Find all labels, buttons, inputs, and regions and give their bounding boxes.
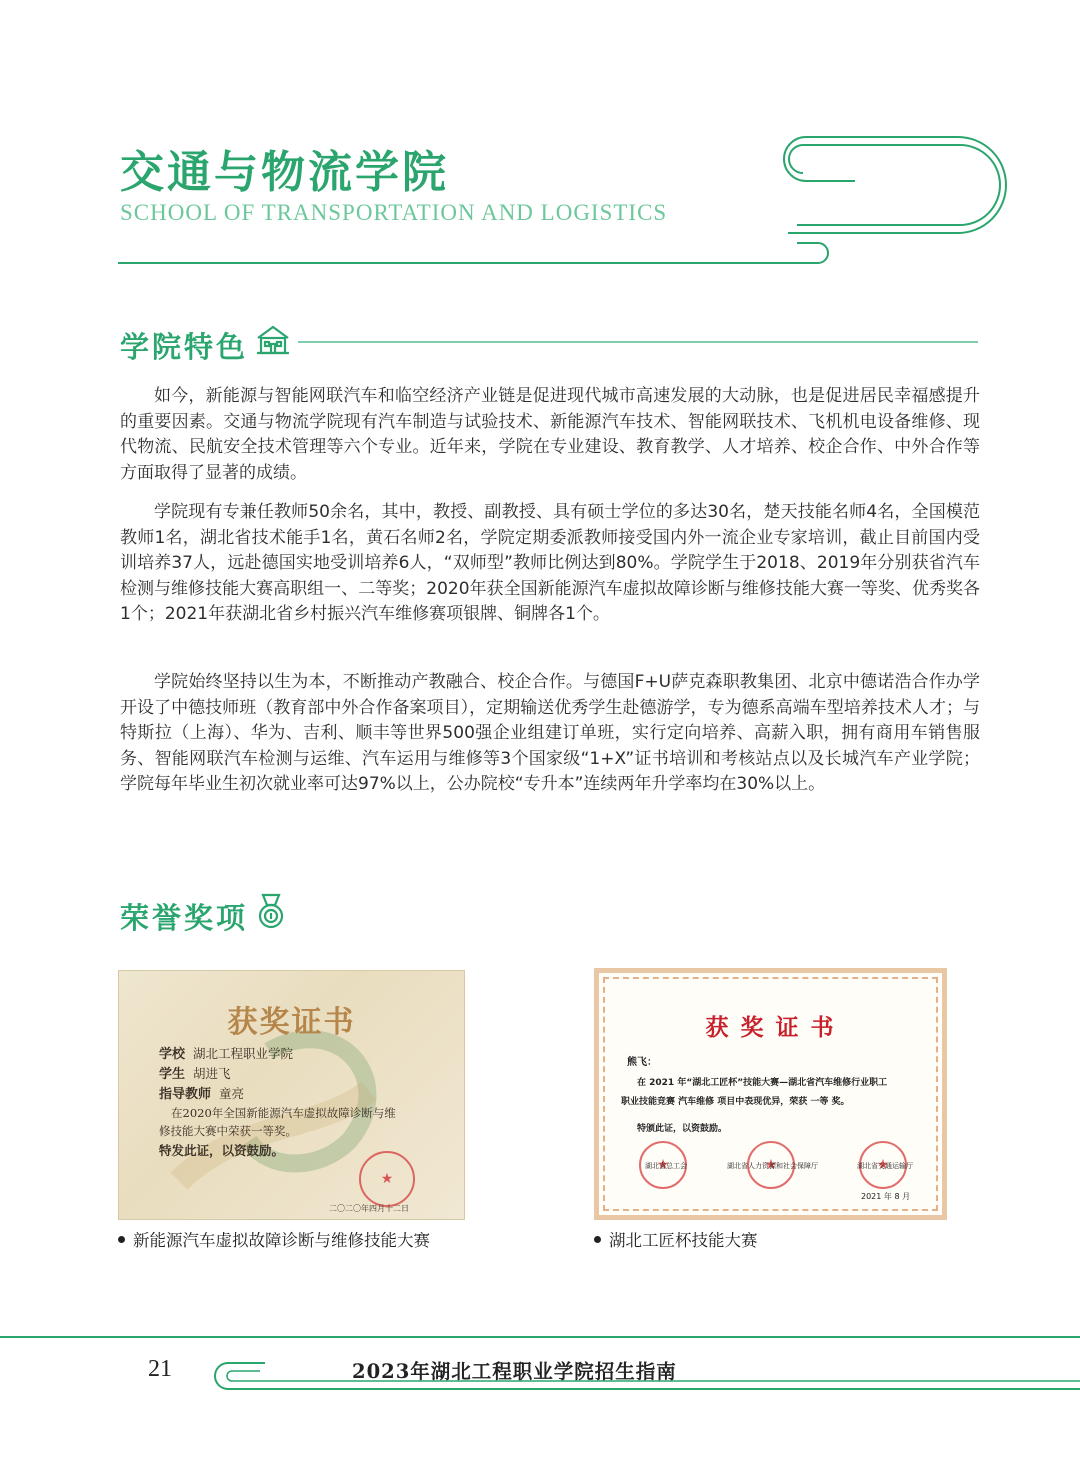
certificate-teacher-line: 指导教师 童亮 bbox=[159, 1086, 244, 1102]
certificate-body-line-2: 修技能大赛中荣获一等奖。 bbox=[159, 1124, 297, 1138]
certificate-image-2 bbox=[594, 968, 947, 1220]
seal-label-1: 湖北省总工会 bbox=[645, 1162, 687, 1170]
section-title-honors: 荣誉奖项 bbox=[120, 901, 249, 935]
certificate-body-line-2: 职业技能竞赛 汽车维修 项目中表现优异，荣获 一等 奖。 bbox=[621, 1097, 850, 1107]
paragraph-2: 学院现有专兼任教师50余名，其中，教授、副教授、具有硕士学位的多达30名，楚天技能名师4名，全国模范教师1名，湖北省技术能手1名，黄石名师2名，学院定期委派教师接受国内外一流企业专家培训，截止目前国内受训培养37人，远赴德国实地受训培养6人，“双师型”教师比例达到80%。学院学生于2018、2019年分别获省汽车检测与维修技能大赛高职组一、二等奖；2020年获全国新能源汽车虚拟故障诊断与维修技能大赛一等奖、优秀奖各1个；2021年获湖北省乡村振兴汽车维修赛项银牌、铜牌各1个。 bbox=[120, 502, 980, 625]
paragraph-1: 如今，新能源与智能网联汽车和临空经济产业链是促进现代城市高速发展的大动脉，也是促进居民幸福感提升的重要因素。交通与物流学院现有汽车制造与试验技术、新能源汽车技术、智能网联技术、飞机机电设备维修、现代物流、民航安全技术管理等六个专业。近年来，学院在专业建设、教育教学、人才培养、校企合作、中外合作等方面取得了显著的成绩。 bbox=[120, 386, 980, 483]
certificate-recipient: 熊飞： bbox=[627, 1057, 657, 1068]
certificate-closing: 特发此证，以资鼓励。 bbox=[159, 1143, 285, 1158]
certificate-school-line: 学校 湖北工程职业学院 bbox=[159, 1046, 293, 1062]
certificate-student-line: 学生 胡进飞 bbox=[159, 1066, 231, 1082]
page-title: 交通与物流学院 bbox=[120, 147, 449, 198]
page-subtitle-en: SCHOOL OF TRANSPORTATION AND LOGISTICS bbox=[120, 200, 668, 225]
certificate-body-line-1: 在2020年全国新能源汽车虚拟故障诊断与维 bbox=[171, 1106, 396, 1120]
seal-label-2: 湖北省人力资源和社会保障厅 bbox=[727, 1162, 818, 1170]
footer-title: 2023年湖北工程职业学院招生指南 bbox=[352, 1360, 677, 1383]
bullet-icon bbox=[594, 1236, 601, 1243]
seal-label-3: 湖北省交通运输厅 bbox=[857, 1162, 913, 1170]
caption-certificate-1: 新能源汽车虚拟故障诊断与维修技能大赛 bbox=[118, 1227, 430, 1251]
official-seal bbox=[359, 1151, 415, 1207]
paragraph-3: 学院始终坚持以生为本，不断推动产教融合、校企合作。与德国F+U萨克森职教集团、北京中德诺浩合作办学开设了中德技师班（教育部中外合作备案项目），定期输送优秀学生赴德游学，专为德系高端车型培养技术人才；与特斯拉（上海）、华为、吉利、顺丰等世界500强企业组建订单班，实行定向培养、高薪入职，拥有商用车销售服务、智能网联汽车检测与运维、汽车运用与维修等3个国家级“1+X”证书培训和考核站点以及长城汽车产业学院；学院每年毕业生初次就业率可达97%以上，公办院校“专升本”连续两年升学率均在30%以上。 bbox=[120, 672, 980, 795]
section-divider bbox=[298, 341, 978, 343]
section-title-features: 学院特色 bbox=[120, 330, 249, 364]
certificate-image-1 bbox=[118, 970, 465, 1220]
certificate-date: 二〇二〇年四月十二日 bbox=[329, 1204, 409, 1213]
certificate-heading: 获奖证书 bbox=[227, 1005, 356, 1040]
certificate-date: 2021 年 8 月 bbox=[861, 1192, 911, 1201]
certificate-body-line-1: 在 2021 年“湖北工匠杯”技能大赛—湖北省汽车维修行业职工 bbox=[637, 1078, 888, 1088]
building-icon bbox=[256, 324, 290, 356]
page-number: 21 bbox=[148, 1356, 172, 1382]
medal-icon bbox=[257, 893, 285, 929]
certificate-body-line-3: 特颁此证，以资鼓励。 bbox=[637, 1124, 728, 1134]
certificate-heading: 获 奖 证 书 bbox=[705, 1014, 836, 1041]
caption-certificate-2: 湖北工匠杯技能大赛 bbox=[594, 1227, 758, 1251]
bullet-icon bbox=[118, 1236, 125, 1243]
